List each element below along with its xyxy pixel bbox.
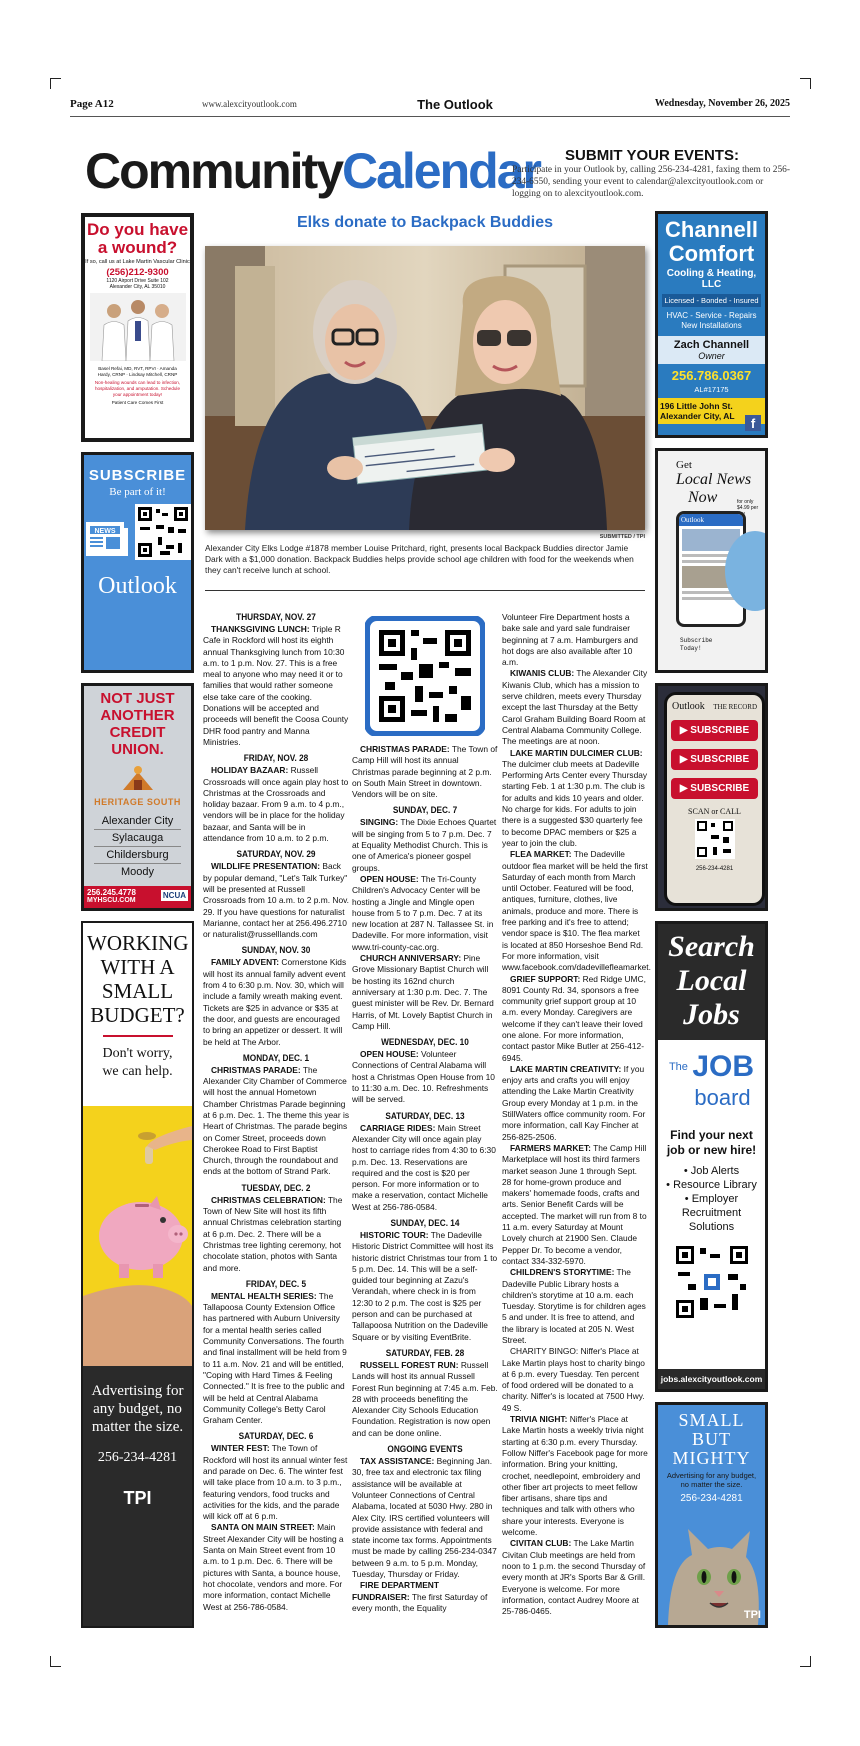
event-body: The dulcimer club meets at Dadeville Performing Arts Center every Thursday starting Feb. 1 at 1:30 p.m. The club is for adults and kids 10 years and older. No charge for kids. For adults to join there is a suggested $30 quarterly fee to become DPAC members or $25 a year to join the club.	[502, 758, 648, 848]
event-title: FIRE DEPARTMENT FUNDRAISER:	[352, 1580, 439, 1602]
calendar-item	[352, 1049, 498, 1105]
calendar-item	[502, 612, 648, 668]
ad-small-but-mighty[interactable]	[655, 1402, 768, 1628]
calendar-item	[502, 849, 651, 973]
section-title-part2: Calendar	[342, 143, 540, 199]
event-title: CHRISTMAS PARADE:	[211, 1064, 301, 1075]
newspaper-icon-label: NEWS	[94, 528, 116, 535]
crop-mark-tr	[800, 78, 811, 89]
event-title: SINGING:	[360, 817, 399, 828]
channell-owner-box	[658, 336, 765, 364]
cu-headline: NOT JUST ANOTHER CREDIT UNION.	[100, 690, 175, 758]
channell-license: AL#17175	[694, 385, 729, 394]
cu-name: HERITAGE SOUTH	[94, 797, 181, 807]
event-body: The Town of Camp Hill will host its annual Christmas parade beginning at 2 p.m. on South Main Street in downtown. Vendors will be on site.	[352, 744, 498, 800]
calendar-item	[203, 624, 349, 748]
date-heading: THURSDAY, NOV. 27	[236, 612, 316, 623]
cu-city-3: Childersburg	[106, 849, 169, 861]
event-body: The Town of New Site will host its fifth annual Christmas celebration starting at 6 p.m. Dec. 2. There will be a Christmas tree lighting ceremony, hot chocolate station, photos with Santa and more.	[203, 1194, 343, 1273]
cu-web: MYHSCU.COM	[87, 897, 136, 904]
local-news-line2: Local News	[676, 471, 752, 488]
submit-text: Participate in your Outlook by, calling 256-234-4281, faxing them to 256-234-6550, sending your event to calendar@alexcityoutlook.com or logging on to alexcityoutlook.com.	[512, 165, 790, 199]
event-title: CHURCH ANNIVERSARY:	[360, 953, 462, 964]
jobs-bullet-1: • Job Alerts	[683, 1165, 740, 1177]
mighty-phone: 256-234-4281	[680, 1493, 743, 1504]
wound-phone: (256)212-9300	[106, 267, 169, 278]
event-body: Cornerstone Kids will host its annual family advent event from 4 to 6:30 p.m. Nov. 30, which will include a family wreath making event. Tickets are $25 in advance or $35 at the door, and guests are encouraged to bring an appetizer or dessert. It will be held at The Arbor.	[203, 957, 347, 1047]
ad-job-board[interactable]	[655, 921, 768, 1392]
event-body: If you enjoy arts and crafts you will enjoy attending the Lake Martin Creativity Group every Monday at 1 p.m. in the StillWaters office community room. For more information, call Kay Fincher at 256-825-2506.	[502, 1063, 646, 1142]
calendar-item	[502, 974, 648, 1064]
mighty-line3: MIGHTY	[672, 1448, 751, 1468]
subscribe-tag: Be part of it!	[109, 486, 166, 498]
channell-address: 196 Little John St. Alexander City, AL	[658, 398, 765, 424]
event-body: Red Ridge UMC, 8091 County Rd. 34, sponsors a free community grief support group at 10 a.m. every Monday. Caregivers are welcome if they can't leave their loved one alone. For more information, contact pastor Mike Butler at 256-412-6945.	[502, 973, 646, 1063]
outlook-logo: Outlook	[98, 573, 177, 599]
date-heading: FRIDAY, DEC. 5	[245, 1278, 307, 1290]
local-news-bullets	[680, 637, 712, 653]
job-board-job: JOB	[692, 1050, 755, 1083]
jobs-title-2: Local	[676, 964, 747, 997]
jobs-bullet-2-text: Resource Library	[673, 1179, 757, 1191]
date-heading: SUNDAY, DEC. 7	[392, 805, 458, 817]
submit-heading: SUBMIT YOUR EVENTS:	[565, 147, 739, 164]
calendar-item	[352, 1456, 498, 1580]
event-body: Main Street Alexander City will be hosting a Santa on Main Street event from 10 a.m. to 1 p.m. Dec. 6. There will be pictures with Santa, a bounce house, hot chocolate, vendors and more. For more information, contact Michelle West at 256-786-0584.	[203, 1522, 344, 1612]
job-board-logo	[658, 1050, 765, 1114]
wound-note: Non-healing wounds can lead to infection, hospitalization, and amputation. Schedule your appointment today!	[94, 380, 181, 397]
issue-date: Wednesday, November 26, 2025	[654, 98, 790, 109]
event-body: The Dixie Echoes Quartet will be singing from 5 to 7 p.m. Dec. 7 at Equality Methodist Church. This is one of America's pioneer gospel groups.	[352, 817, 497, 873]
calendar-item	[203, 1195, 349, 1274]
wound-headline: Do you have a wound?	[86, 220, 189, 257]
local-news-extra: for only $4.99 per	[737, 499, 759, 511]
calendar-item	[502, 748, 648, 850]
event-title: KIWANIS CLUB:	[510, 668, 575, 679]
date-heading: MONDAY, DEC. 1	[242, 1052, 310, 1064]
site-url[interactable]: www.alexcityoutlook.com	[202, 99, 297, 109]
date-heading: SATURDAY, FEB. 28	[385, 1347, 465, 1359]
wound-sub: If so, call us at Lake Martin Vascular Clinic	[85, 259, 190, 265]
event-body: Back by popular demand, "Let's Talk Turkey" will be presented at Russell Crossroads from 10 a.m. to 2 p.m. Nov. 29. If you have questions for naturalist Marianne, contact her at 256.496.2710 or naturalist@russelllands.com	[203, 861, 349, 940]
event-title: OPEN HOUSE:	[360, 873, 419, 884]
jobs-url[interactable]: jobs.alexcityoutlook.com	[658, 1369, 765, 1389]
local-news-line1: Get	[676, 459, 692, 471]
calendar-item	[502, 1143, 648, 1267]
calendar-item	[502, 1064, 648, 1143]
subscribe-qr-code[interactable]	[135, 504, 191, 560]
budget-sub: Don't worry, we can help.	[102, 1046, 173, 1079]
crop-mark-tl	[50, 78, 61, 89]
event-title: LAKE MARTIN CREATIVITY:	[510, 1063, 622, 1074]
calendar-column-3	[502, 612, 651, 1617]
section-title	[85, 143, 540, 199]
event-body: The Town of Rockford will host its annual winter fest and parade on Dec. 6. The winter fest will take place from 10 a.m. to 3 p.m., featuring vendors, food trucks and activities for the kids, and the parade will kick off at 6 p.m.	[203, 1443, 348, 1522]
calendar-item	[352, 744, 498, 800]
scan-or-call: SCAN or CALL	[688, 807, 741, 816]
event-body: Main Street Alexander City will once again play host to carriage rides from 4:30 to 6:30 p.m. Dec. 13. Reservations are required and the cost is $20 per person. For more information or to make a reservation, contact Michelle West at 256-786-0584.	[352, 1122, 496, 1212]
event-title: CHILDREN'S STORYTIME:	[510, 1267, 615, 1278]
section-title-part1: Community	[85, 143, 342, 199]
phone-logo-record: THE RECORD	[713, 703, 758, 711]
jobs-title-panel	[658, 924, 765, 1040]
event-body: The Lake Martin Civitan Club meetings are held from noon to 1 p.m. the second Thursday of every month at JR's Sports Bar & Grill. Everyone is welcome. For more information, contact Audrey Moore at 25-786-0465.	[502, 1538, 646, 1617]
job-board-board: board	[694, 1085, 751, 1110]
phone-frame	[664, 692, 765, 906]
calendar-item	[352, 817, 498, 873]
event-body: The Alexander City Chamber of Commerce will host the annual Hometown Chamber Christmas Parade beginning at 6 p.m. Dec. 1. The theme this year is Heart of Christmas. The parade begins on Comer Street, proceeds down Cherokee Road to First Baptist Church, through the roundabout and ends at the bottom of Strand Park.	[203, 1064, 350, 1177]
photo-credit: SUBMITTED / TPI	[599, 534, 645, 540]
local-news-line3: Now	[688, 489, 718, 506]
event-title: SANTA ON MAIN STREET:	[211, 1522, 315, 1533]
event-body: The Dadeville Public Library hosts a children's storytime at 10 a.m. each Tuesday. Storytime is for children ages 5 and under. It is free to attend, and the library is located at 205 N. West Street.	[502, 1267, 646, 1345]
event-body: The Dadeville Historic District Committee will host its historic district Christmas tour from 1 to 5 p.m. Dec. 14. This will be a self-guided tour beginning at Zazu's Verandah, where check in is from 12:30 to 2 p.m. The cost is $25 per person and can be purchased at Tallapoosa Nutrition on the Dadeville Square or by visiting EventBrite.	[352, 1229, 498, 1342]
cu-footer-band	[84, 886, 191, 908]
calendar-item	[352, 1123, 498, 1213]
page-header	[70, 98, 790, 117]
jobs-qr-code[interactable]	[674, 1244, 750, 1320]
channell-line2: Comfort	[668, 241, 755, 266]
event-body: Russell Crossroads will once again play host to Christmas at the Crossroads and holiday bazaar. From 9 a.m. to 4 p.m., vendors will be in place for the holiday bazaar, and Santa will be in attendance from 10 a.m. to 2 p.m.	[203, 765, 349, 844]
event-title: CIVITAN CLUB:	[510, 1538, 572, 1549]
event-title: OPEN HOUSE:	[360, 1049, 419, 1060]
date-heading: TUESDAY, DEC. 2	[241, 1182, 311, 1194]
event-title: THANKSGIVING LUNCH:	[211, 624, 310, 634]
event-body: The Alexander City Kiwanis Club, which has a mission to serve children, meets every Thursday except the last Thursday at the Betty Carol Graham Building Board Room at Central Alabama Community College. The meetings are at noon.	[502, 668, 648, 747]
channell-phone: 256.786.0367	[671, 368, 752, 383]
calendar-item	[352, 953, 498, 1032]
subscribe-button-2-label: SUBSCRIBE	[690, 754, 750, 765]
event-body: Volunteer Fire Department hosts a bake sale and yard sale fundraiser beginning at 7 a.m. Hamburgers and hot dogs are also available after 10 a.m.	[502, 612, 638, 668]
budget-dark-panel	[83, 1366, 192, 1626]
event-title: FARMERS MARKET:	[510, 1142, 591, 1153]
newspaper-icon	[84, 520, 130, 560]
crop-mark-br	[800, 1656, 811, 1667]
phone-number: 256-234-4281	[695, 866, 734, 872]
story-photo	[205, 246, 645, 530]
budget-headline: WORKING WITH A SMALL BUDGET?	[87, 931, 189, 1027]
event-title: CHRISTMAS PARADE:	[360, 744, 450, 754]
event-body: The first Saturday of every month, the Equality	[352, 1591, 488, 1613]
event-title: CHRISTMAS CELEBRATION:	[211, 1194, 326, 1205]
doctors-photo	[90, 293, 186, 361]
calendar-column-1	[203, 612, 349, 1613]
phone-logo-outlook: Outlook	[671, 701, 705, 712]
subscribe-button-1[interactable]: ▶ SUBSCRIBE	[671, 720, 758, 741]
event-body: The Tri-County Children's Advocacy Center will be hosting a Jingle and Mingle open house from 5 to 7 p.m. Dec. 7 at its new location at 287 N. Tallassee St. in Dadeville. For more information, visit www.tri-county-cac.org.	[352, 873, 494, 952]
budget-tpi-logo: TPI	[123, 1488, 152, 1508]
subscribe-button-3[interactable]: ▶ SUBSCRIBE	[671, 778, 758, 799]
event-body: The Dadeville outdoor flea market will be held the first Saturday of each month from March until October. Featured will be food, antiques, furniture, clothes, live animals, produce and more. There is free parking and it's free to attend; vendor space is $10. The flea market is located at 850 Horseshoe Bend Rd. For more information, visit www.facebook.com/dadevillefleamarket.	[502, 849, 651, 973]
date-heading: ONGOING EVENTS	[387, 1444, 463, 1456]
app-logo: Outlook	[679, 514, 743, 526]
event-title: WILDLIFE PRESENTATION:	[211, 861, 321, 872]
budget-yellow-panel	[83, 1106, 192, 1366]
phone-qr-code[interactable]	[695, 819, 735, 859]
event-body: Niffer's Place at Lake Martin hosts a weekly trivia night starting at 6:30 p.m. every Thursday. Follow Niffer's Facebook page for more information. Bring your knitting, crochet, needlepoint, embroidery and other fiber art projects to meet fellow fiber artisans, share tips and techniques and talk with others who share your interests. Everyone is welcome.	[502, 1414, 648, 1538]
calendar-item	[502, 668, 648, 747]
event-body: Triple R Cafe in Rockford will host its eighth annual Thanksgiving lunch from 10:30 a.m. to 1 p.m. Nov. 27. This is a free meal to anyone who may need it or to families that would rather someone else take care of the cooking. Donations will be accepted and proceeds will benefit the Coosa County DHR food pantry and Manna Ministries.	[203, 624, 349, 747]
ad-subscribe-outlook[interactable]	[81, 452, 194, 673]
subscribe-title: SUBSCRIBE	[88, 467, 187, 484]
jobs-bullet-2: • Resource Library	[666, 1179, 757, 1191]
event-title: HISTORIC TOUR:	[360, 1229, 429, 1240]
mighty-line1: SMALL	[678, 1410, 745, 1430]
subscribe-button-1-label: SUBSCRIBE	[690, 725, 750, 736]
page-number: Page A12	[70, 98, 114, 110]
event-body: CHARITY BINGO: Niffer's Place at Lake Martin plays host to charity bingo at 6 p.m. every Tuesday. Ten percent of food ordered will be donated to a charity. Niffer's is located at 7500 Hwy. 49 S.	[502, 1346, 645, 1413]
crop-mark-bl	[50, 1656, 61, 1667]
calendar-qr-code[interactable]	[365, 616, 485, 736]
channell-licensed: Licensed - Bonded - Insured	[662, 294, 761, 307]
ad-get-local-news[interactable]	[655, 448, 768, 673]
heritage-logo-icon	[115, 764, 161, 792]
cu-city-2: Sylacauga	[111, 832, 164, 844]
calendar-item	[502, 1346, 648, 1414]
event-title: WINTER FEST:	[211, 1443, 270, 1454]
channell-services: HVAC - Service - Repairs New Installations	[666, 311, 757, 330]
wound-footer: Patient Care Comes First	[111, 400, 164, 405]
calendar-item	[203, 861, 349, 940]
ncua-badge: NCUA	[162, 891, 186, 900]
event-body: Russell Lands will host its annual Russell Forest Run beginning at 7:45 a.m. Feb. 28 with proceeds benefiting the Alexander City Schools Education Foundation. Registration is now open and can be done online.	[352, 1359, 498, 1438]
calendar-item	[203, 1291, 349, 1427]
calendar-item	[203, 765, 349, 844]
subscribe-button-2[interactable]: ▶ SUBSCRIBE	[671, 749, 758, 770]
event-body: Beginning Jan. 30, free tax and electronic tax filing assistance will be available at Volunteer Connections of Central Alabama, located at 5030 Hwy. 280 in Alex City. IRS certified volunteers will provide assistance with federal and state income tax forms. Appointments must be made by calling 256-234-0347 between 9 a.m. to 5 p.m. Monday, Tuesday, Thursday or Friday.	[352, 1456, 497, 1579]
jobs-title-1: Search	[668, 930, 755, 963]
calendar-item	[352, 874, 498, 953]
mighty-line2: BUT	[692, 1429, 731, 1449]
wound-address: 1120 Airport Drive Suite 102 Alexander City, AL 35010	[106, 278, 169, 290]
budget-footer: Advertising for any budget, no matter the size.	[91, 1383, 184, 1435]
wound-staff: Basel Refai, MD, RVT, RPVI · Amanda Hardy, CRNP · Lindsay Mitchell, CRNP	[97, 366, 178, 377]
event-title: RUSSELL FOREST RUN:	[360, 1359, 459, 1370]
subscribe-button-3-label: SUBSCRIBE	[690, 783, 750, 794]
event-title: LAKE MARTIN DULCIMER CLUB:	[510, 747, 643, 758]
cu-phone: 256.245.4778	[87, 888, 136, 897]
date-heading: SATURDAY, DEC. 6	[238, 1431, 314, 1443]
ad-wound-clinic[interactable]	[81, 213, 194, 442]
calendar-item	[352, 1580, 498, 1614]
job-board-the: The	[668, 1061, 688, 1073]
date-heading: WEDNESDAY, DEC. 10	[381, 1037, 469, 1049]
event-title: TAX ASSISTANCE:	[360, 1456, 435, 1467]
photo-caption: Alexander City Elks Lodge #1878 member Louise Pritchard, right, presents local Backpack Buddies director Jamie Dark with a $1,000 donation. Backpack Buddies helps provide school age children with food for the weekends when they can't receive lunch at school.	[205, 543, 634, 576]
channell-owner-title: Owner	[698, 351, 725, 361]
channell-line3: Cooling & Heating, LLC	[666, 268, 757, 290]
section-divider	[205, 590, 645, 591]
local-news-bullet-2: Today!	[680, 645, 702, 652]
jobs-bullet-1-text: Job Alerts	[690, 1165, 740, 1177]
cu-city-1: Alexander City	[101, 815, 174, 827]
date-heading: SUNDAY, DEC. 14	[390, 1217, 460, 1229]
date-heading: FRIDAY, NOV. 28	[243, 753, 309, 765]
jobs-tagline: Find your next job or new hire!	[666, 1128, 757, 1157]
jobs-title-3: Jobs	[683, 998, 740, 1031]
calendar-column-2	[352, 612, 498, 1614]
date-heading: SATURDAY, DEC. 13	[385, 1110, 465, 1122]
piggy-bank-icon	[83, 1106, 192, 1366]
date-heading: SATURDAY, NOV. 29	[236, 849, 316, 861]
calendar-item	[352, 1230, 498, 1343]
event-body: Pine Grove Missionary Baptist Church will be hosting its 162nd church anniversary at 1:30 p.m. Dec. 7. The guest minister will be Rev. Dr. Bernard Harris, of Mt. Lovely Baptist Church in Camp Hill.	[352, 953, 494, 1031]
calendar-item	[502, 1267, 648, 1346]
mighty-sub: Advertising for any budget, no matter the size.	[666, 1471, 757, 1489]
ad-subscribe-phone[interactable]	[655, 683, 768, 911]
facebook-icon[interactable]: f	[745, 415, 761, 431]
date-heading: SUNDAY, NOV. 30	[241, 945, 311, 957]
channell-owner: Zach Channell	[673, 339, 750, 351]
calendar-item	[203, 1065, 349, 1178]
event-title: FAMILY ADVENT:	[211, 957, 280, 968]
ad-heritage-south[interactable]	[81, 683, 194, 911]
event-body: Volunteer Connections of Central Alabama will host a Christmas Open House from 10 to 11:30 a.m. Dec. 10. Refreshments will be served.	[352, 1049, 495, 1105]
event-body: The Tallapoosa County Extension Office has partnered with Auburn University for a mental health series called Community Conversations. The fourth and final installment will be held from 9 to 11 a.m. Nov. 21 and will be entitled, "Coping with Hard Times & Feeling Connected." It is free to the public and will be held at Central Alabama Community College's Betty Carol Graham Center.	[203, 1290, 347, 1426]
cu-city-4: Moody	[120, 866, 155, 878]
calendar-item	[203, 957, 349, 1047]
story-headline: Elks donate to Backpack Buddies	[296, 214, 554, 231]
budget-phone: 256-234-4281	[97, 1450, 178, 1465]
event-title: FLEA MARKET:	[510, 849, 572, 860]
publication-name: The Outlook	[417, 97, 493, 112]
calendar-item	[502, 1414, 648, 1538]
event-title: HOLIDAY BAZAAR:	[211, 765, 289, 776]
ad-small-budget[interactable]	[81, 921, 194, 1628]
calendar-item	[352, 1360, 498, 1439]
event-title: MENTAL HEALTH SERIES:	[211, 1290, 317, 1301]
event-title: CARRIAGE RIDES:	[360, 1122, 436, 1133]
channell-line1: Channell	[665, 217, 758, 242]
event-title: GRIEF SUPPORT:	[510, 973, 581, 984]
jobs-bullets	[658, 1164, 765, 1234]
local-news-bullet-1: Subscribe	[680, 637, 713, 644]
calendar-item	[203, 1443, 349, 1522]
event-body: The Camp Hill Marketplace will host its third farmers market season June 1 through Sept. 28 for home-grown produce and makers' homemade foods, crafts and arts. Senior Benefit Cards will be accepted. The market will run from 8 to 11 a.m. every Saturday at Mount Lovely church at 21900 Sen. Claude Pepper Dr. To become a vendor, contact 334-332-5970.	[502, 1142, 647, 1266]
mighty-tpi-logo: TPI	[743, 1609, 761, 1621]
calendar-item	[203, 1522, 349, 1612]
jobs-bullet-3-text: Employer Recruitment Solutions	[681, 1193, 742, 1233]
event-title: TRIVIA NIGHT:	[510, 1414, 568, 1425]
jobs-bullet-3: • Employer Recruitment Solutions	[681, 1193, 742, 1233]
story-photo-image	[205, 246, 645, 530]
calendar-item	[502, 1538, 648, 1617]
ad-channell-comfort[interactable]	[655, 211, 768, 438]
